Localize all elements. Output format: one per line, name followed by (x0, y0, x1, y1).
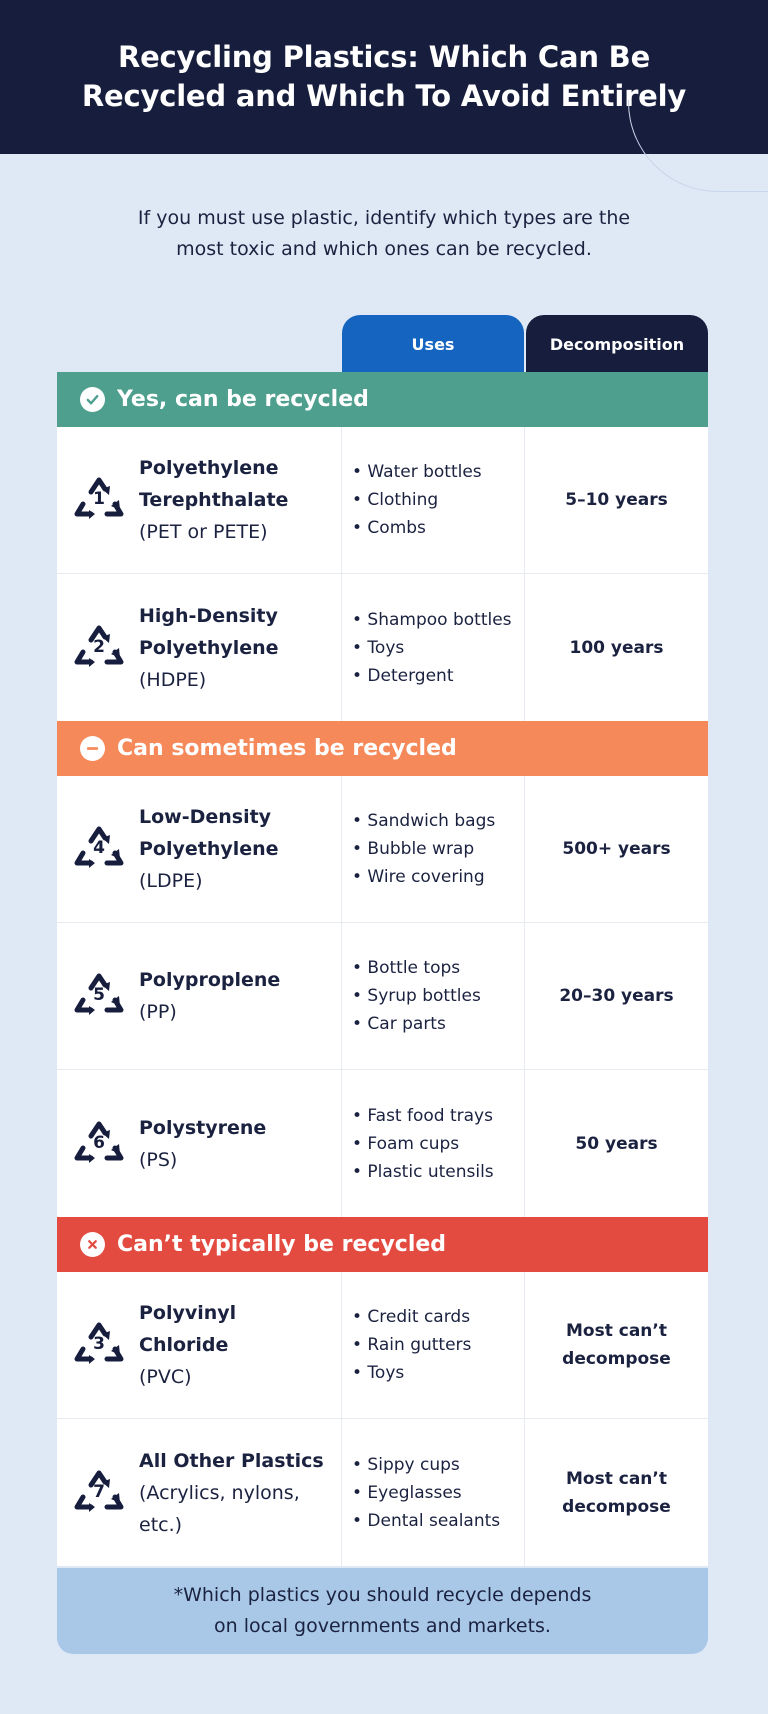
table-row (57, 1419, 708, 1566)
recycle-symbol-icon (69, 819, 129, 879)
plastic-type-cell (57, 776, 342, 922)
decomposition-cell (525, 1070, 708, 1217)
intro-line-2: most toxic and which ones can be recycled. (176, 238, 592, 260)
decomposition-value: 20–30 years (559, 986, 674, 1006)
decomposition-column-header: Decomposition (526, 315, 708, 373)
check-icon (80, 387, 105, 412)
plastic-name (139, 964, 280, 1028)
resin-code: 2 (93, 636, 105, 657)
use-item: • Eyeglasses (352, 1482, 462, 1503)
plastic-name-line: Polystyrene (139, 1116, 267, 1139)
resin-code: 7 (93, 1481, 105, 1502)
page-title-line-2: Recycled and Which To Avoid Entirely (81, 79, 687, 113)
use-item: • Syrup bottles (352, 986, 481, 1006)
recycle-symbol-icon (69, 1315, 129, 1375)
plastic-type-cell (57, 1070, 342, 1217)
decomposition-value: 100 years (569, 637, 664, 658)
plastic-name-line: Polyethylene (139, 636, 279, 659)
table-row (57, 574, 708, 721)
recycle-symbol-icon (69, 1463, 129, 1523)
plastic-type-cell (57, 574, 342, 721)
use-item: • Bubble wrap (352, 839, 475, 859)
uses-column-header: Uses (342, 315, 524, 373)
plastic-type-cell (57, 923, 342, 1069)
table-row (57, 427, 708, 574)
intro-line-1: If you must use plastic, identify which types are the (137, 207, 631, 229)
resin-code: 6 (93, 1132, 105, 1153)
decomposition-cell (525, 574, 708, 721)
plastic-name-line: Low-Density (139, 806, 272, 828)
decomposition-cell (525, 427, 708, 573)
minus-icon (80, 736, 105, 761)
use-item: • Plastic utensils (352, 1161, 494, 1182)
uses-cell (342, 1419, 525, 1566)
use-item: • Detergent (352, 665, 454, 686)
resin-code: 3 (93, 1334, 105, 1354)
uses-cell (342, 574, 525, 721)
plastic-abbreviation: (PET or PETE) (139, 521, 268, 543)
plastic-name (139, 1112, 266, 1176)
uses-cell (342, 776, 525, 922)
decomposition-value: 50 years (575, 1133, 658, 1154)
uses-cell (342, 923, 525, 1069)
plastic-abbreviation: (HDPE) (139, 668, 207, 691)
plastic-type-cell (57, 1272, 342, 1418)
use-item: • Toys (352, 637, 405, 658)
footnote-line-2: on local governments and markets. (214, 1615, 551, 1637)
plastic-name-line: Polyproplene (139, 969, 281, 991)
use-item: • Sandwich bags (352, 811, 496, 831)
footnote-line-1: *Which plastics you should recycle depends (173, 1584, 592, 1606)
recycle-symbol-icon (69, 470, 129, 530)
decomposition-cell (525, 923, 708, 1069)
decorative-curve (628, 100, 768, 192)
category-header (57, 372, 708, 427)
decomposition-cell (525, 1272, 708, 1418)
resin-code: 4 (93, 838, 105, 858)
footnote (57, 1568, 708, 1654)
plastic-name (139, 801, 279, 897)
decomposition-cell (525, 776, 708, 922)
uses-cell (342, 1070, 525, 1217)
uses-cell (342, 427, 525, 573)
use-item: • Combs (352, 518, 426, 538)
decomposition-value: decompose (562, 1349, 671, 1369)
page-title-line-1: Recycling Plastics: Which Can Be (117, 40, 651, 74)
plastic-type-cell (57, 1419, 342, 1566)
table-row (57, 923, 708, 1070)
use-item: • Wire covering (352, 867, 485, 887)
plastic-name-line: High-Density (139, 604, 278, 627)
resin-code: 5 (93, 985, 105, 1005)
plastic-type-cell (57, 427, 342, 573)
recycle-symbol-icon (69, 966, 129, 1026)
decomposition-cell (525, 1419, 708, 1566)
plastics-table (57, 372, 708, 1566)
recycle-symbol-icon (69, 1114, 129, 1174)
uses-cell (342, 1272, 525, 1418)
decomposition-value: Most can’t (565, 1321, 667, 1341)
plastic-name (139, 1445, 324, 1541)
table-row (57, 1272, 708, 1419)
use-item: • Car parts (352, 1014, 446, 1034)
plastic-abbreviation: (PP) (139, 1001, 177, 1023)
table-row (57, 776, 708, 923)
decomposition-value: 500+ years (562, 839, 671, 859)
table-row (57, 1070, 708, 1217)
use-item: • Bottle tops (352, 958, 461, 978)
plastic-name-line: All Other Plastics (139, 1449, 324, 1472)
plastic-name (139, 600, 279, 696)
plastic-name (139, 452, 288, 548)
intro-text (0, 203, 768, 265)
plastic-name-line: Polyethylene (139, 457, 279, 479)
category-header (57, 1217, 708, 1272)
plastic-name (139, 1297, 236, 1393)
resin-code: 1 (93, 489, 105, 509)
decomposition-value: Most can’t (565, 1468, 667, 1489)
use-item: • Toys (352, 1363, 405, 1383)
category-header (57, 721, 708, 776)
use-item: • Rain gutters (352, 1335, 472, 1355)
plastic-abbreviation: (PVC) (139, 1366, 192, 1388)
category-label: Yes, can be recycled (117, 387, 369, 412)
plastic-name-line: Polyvinyl (139, 1302, 237, 1324)
category-label: Can’t typically be recycled (117, 1232, 447, 1257)
use-item: • Fast food trays (352, 1105, 493, 1126)
plastic-name-line: Polyethylene (139, 838, 279, 860)
use-item: • Credit cards (352, 1307, 471, 1327)
use-item: • Sippy cups (352, 1454, 460, 1475)
decomposition-value: 5–10 years (565, 490, 668, 510)
plastic-abbreviation: (Acrylics, nylons, etc.) (139, 1481, 300, 1536)
decomposition-value: decompose (562, 1496, 671, 1517)
plastic-name-line: Chloride (139, 1334, 229, 1356)
use-item: • Shampoo bottles (352, 609, 512, 630)
recycle-symbol-icon (69, 618, 129, 678)
use-item: • Dental sealants (352, 1510, 501, 1531)
plastic-abbreviation: (LDPE) (139, 870, 203, 892)
plastic-name-line: Terephthalate (139, 489, 289, 511)
use-item: • Clothing (352, 490, 439, 510)
plastic-abbreviation: (PS) (139, 1148, 178, 1171)
category-label: Can sometimes be recycled (117, 736, 457, 761)
use-item: • Water bottles (352, 462, 482, 482)
use-item: • Foam cups (352, 1133, 460, 1154)
x-icon (80, 1232, 105, 1257)
